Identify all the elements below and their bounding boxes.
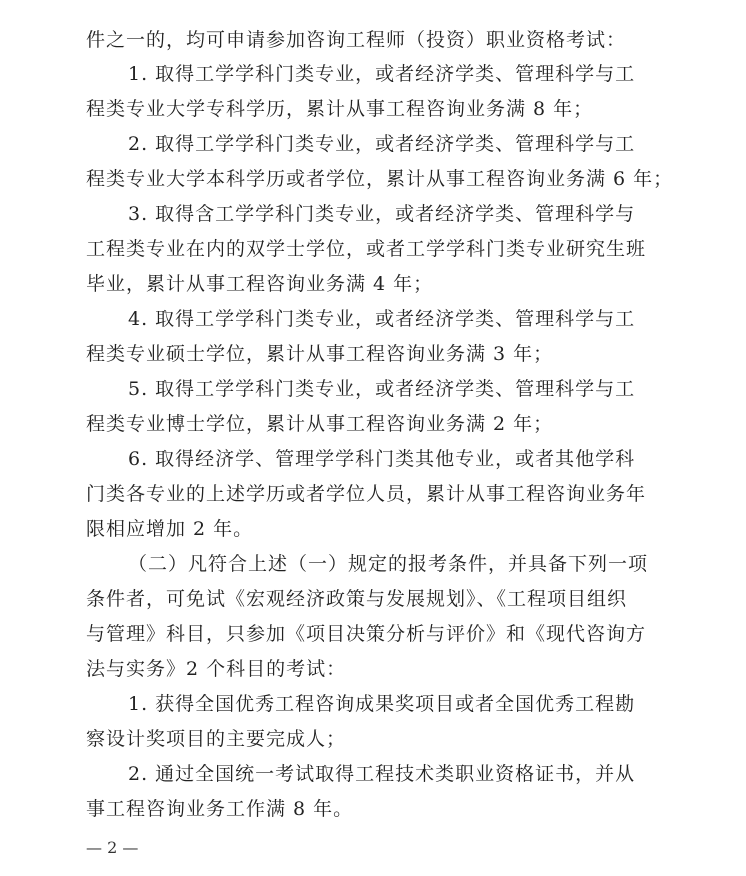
text-line: 限相应增加 2 年。 <box>86 518 254 540</box>
text-line: 程类专业硕士学位，累计从事工程咨询业务满 3 年； <box>86 343 554 365</box>
text-line: 件之一的，均可申请参加咨询工程师（投资）职业资格考试： <box>86 29 627 51</box>
text-line: 3. 取得含工学学科门类专业，或者经济学类、管理科学与 <box>128 203 636 225</box>
text-line: 5. 取得工学学科门类专业，或者经济学类、管理科学与工 <box>128 378 636 400</box>
text-line: 事工程咨询业务工作满 8 年。 <box>86 798 354 820</box>
text-line: 程类专业大学专科学历，累计从事工程咨询业务满 8 年； <box>86 98 594 120</box>
text-line: 毕业，累计从事工程咨询业务满 4 年； <box>86 273 434 295</box>
text-line: 6. 取得经济学、管理学学科门类其他专业，或者其他学科 <box>128 448 636 470</box>
text-line: 与管理》科目，只参加《项目决策分析与评价》和《现代咨询方 <box>86 623 647 645</box>
text-line: 程类专业大学本科学历或者学位，累计从事工程咨询业务满 6 年； <box>86 168 674 190</box>
text-line: （二）凡符合上述（一）规定的报考条件，并具备下列一项 <box>128 553 649 575</box>
text-line: 条件者，可免试《宏观经济政策与发展规划》、《工程项目组织 <box>86 588 628 610</box>
text-line: 1. 取得工学学科门类专业，或者经济学类、管理科学与工 <box>128 63 636 85</box>
text-line: 4. 取得工学学科门类专业，或者经济学类、管理科学与工 <box>128 308 636 330</box>
text-line: 察设计奖项目的主要完成人； <box>86 728 347 750</box>
text-line: 2. 通过全国统一考试取得工程技术类职业资格证书，并从 <box>128 763 636 785</box>
text-line: 1. 获得全国优秀工程咨询成果奖项目或者全国优秀工程勘 <box>128 693 636 715</box>
text-line: 2. 取得工学学科门类专业，或者经济学类、管理科学与工 <box>128 133 636 155</box>
text-line: 程类专业博士学位，累计从事工程咨询业务满 2 年； <box>86 413 554 435</box>
page-number: — 2 — <box>86 838 139 857</box>
text-line: 法与实务》2 个科目的考试： <box>86 658 347 680</box>
text-line: 工程类专业在内的双学士学位，或者工学学科门类专业研究生班 <box>86 238 647 260</box>
text-line: 门类各专业的上述学历或者学位人员，累计从事工程咨询业务年 <box>86 483 647 505</box>
